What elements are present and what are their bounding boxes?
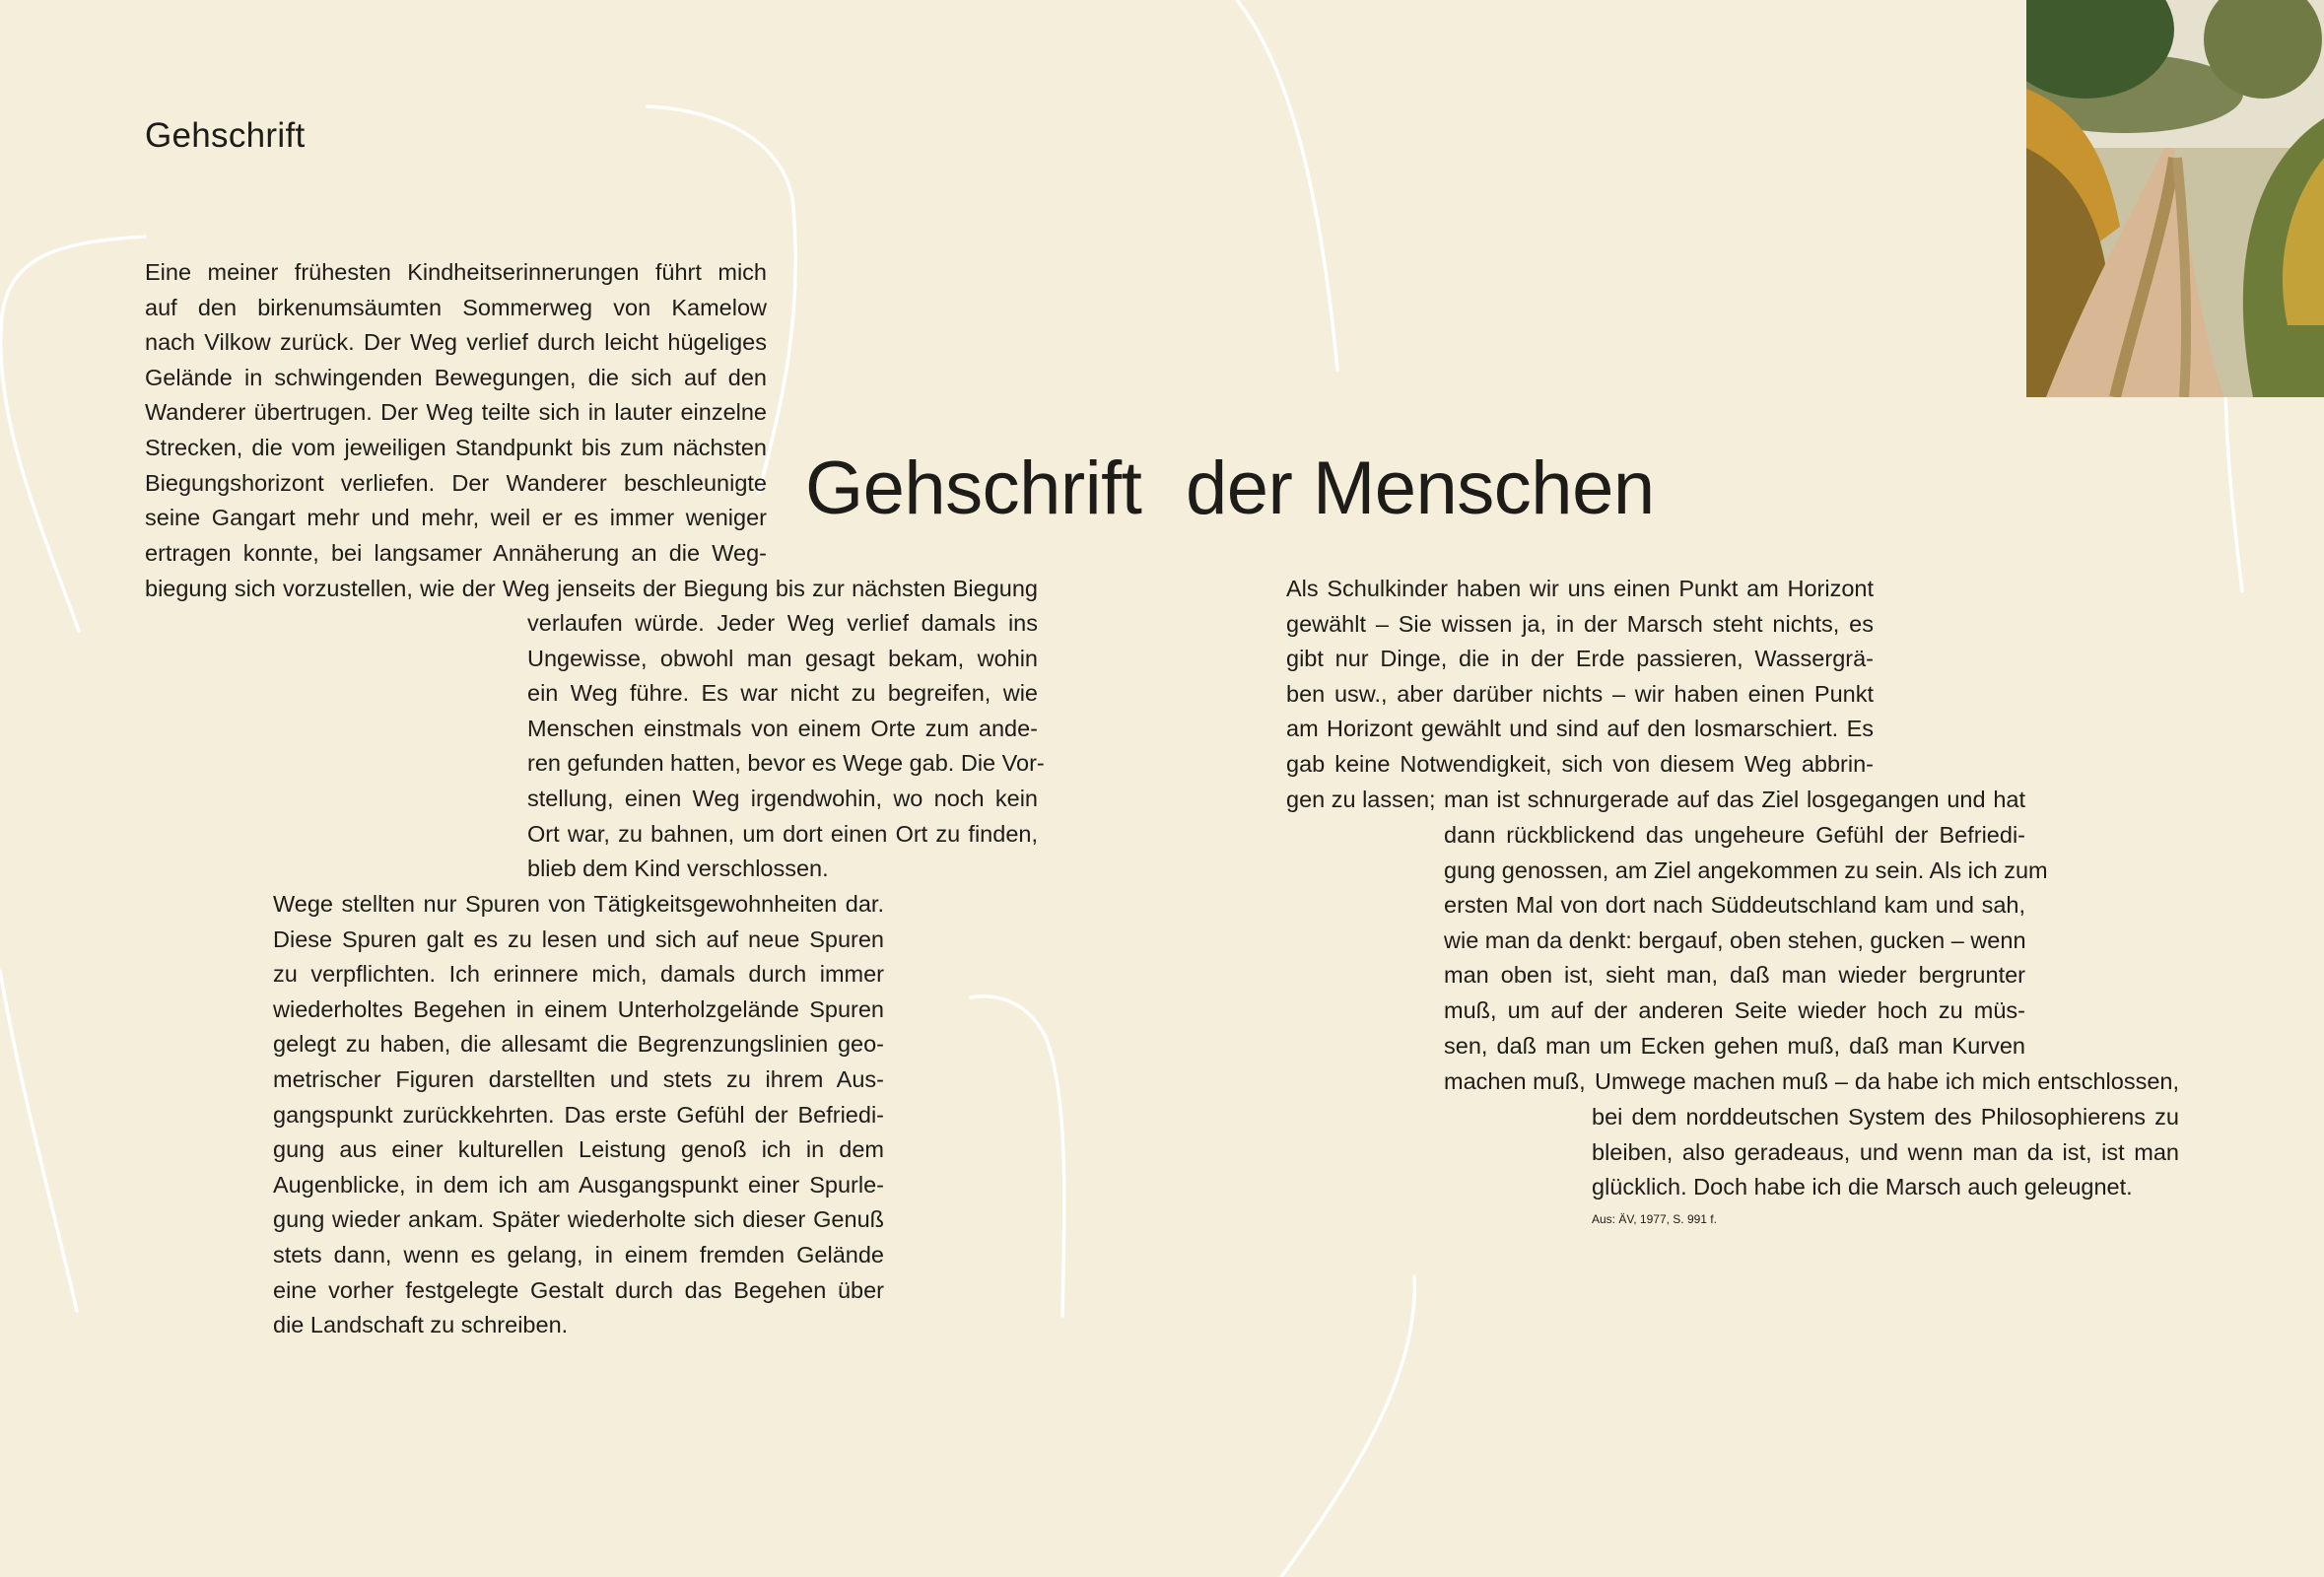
text-line: Wanderer übertrugen. Der Weg teilte sich in lauter einzelne	[145, 399, 767, 426]
right-paragraph-2	[1444, 818, 2048, 1063]
text-line: glücklich. Doch habe ich die Marsch auch geleugnet.	[1592, 1174, 2133, 1200]
text-line: gangspunkt zurückkehrten. Das erste Gefühl der Befriedi-	[273, 1101, 884, 1128]
left-paragraph-3	[273, 887, 884, 1343]
text-line: Menschen einstmals von einem Orte zum ande-	[527, 715, 1038, 741]
text-line: metrischer Figuren darstellten und stets zu ihrem Aus-	[273, 1065, 884, 1092]
text-line: gung wieder ankam. Später wiederholte sich dieser Genuß	[273, 1206, 884, 1233]
text-line: am Horizont gewählt und sind auf den losmarschiert. Es	[1286, 716, 1874, 742]
text-line: seine Gangart mehr und mehr, weil er es immer weniger	[145, 505, 767, 531]
text-line: man ist schnurgerade auf das Ziel losgegangen und hat	[1444, 787, 2025, 812]
text-line: Umwege machen muß – da habe ich mich entschlossen,	[1595, 1068, 2179, 1094]
right-bridge-1b	[1444, 783, 2025, 818]
left-paragraph-2	[527, 606, 1045, 887]
left-bridge-line	[145, 572, 1038, 607]
text-line: verlaufen würde. Jeder Weg verlief damals ins	[527, 610, 1038, 636]
text-line: bei dem norddeutschen System des Philosophierens zu	[1592, 1104, 2179, 1130]
text-line: Strecken, die vom jeweiligen Standpunkt bis zum nächsten	[145, 434, 767, 460]
text-line: Wege stellten nur Spuren von Tätigkeitsgewohnheiten dar.	[273, 891, 884, 917]
right-bridge-2b	[1595, 1064, 2179, 1100]
text-line: gung aus einer kulturellen Leistung genoß ich in dem	[273, 1136, 884, 1163]
text-line: ersten Mal von dort nach Süddeutschland kam und sah,	[1444, 892, 2025, 919]
text-line: nach Vilkow zurück. Der Weg verlief durch leicht hügeliges	[145, 329, 767, 356]
text-line: Diese Spuren galt es zu lesen und sich auf neue Spuren	[273, 926, 884, 952]
text-line: wie man da denkt: bergauf, oben stehen, gucken – wenn	[1444, 926, 2026, 953]
text-line: Ungewisse, obwohl man gesagt bekam, wohin	[527, 645, 1038, 671]
text-line: bleiben, also geradeaus, und wenn man da ist, ist man	[1592, 1138, 2179, 1165]
text-line: wiederholtes Begehen in einem Unterholzgelände Spuren	[273, 995, 884, 1022]
right-paragraph-3	[1592, 1100, 2179, 1205]
text-line: gibt nur Dinge, die in der Erde passieren, Wassergrä-	[1286, 646, 1874, 672]
text-line: gewählt – Sie wissen ja, in der Marsch steht nichts, es	[1286, 610, 1874, 637]
text-line: gelegt zu haben, die allesamt die Begrenzungslinien geo-	[273, 1031, 884, 1058]
text-line: ben usw., aber darüber nichts – wir haben einen Punkt	[1286, 680, 1874, 707]
text-line: gen zu lassen;	[1286, 787, 1436, 812]
text-line: biegung sich vorzustellen, wie der Weg jenseits der Biegung bis zur nächsten Biegung	[145, 576, 1038, 601]
text-line: man oben ist, sieht man, daß man wieder bergrunter	[1444, 962, 2025, 989]
text-line: gab keine Notwendigkeit, sich von diesem Weg abbrin-	[1286, 750, 1874, 777]
text-line: Als Schulkinder haben wir uns einen Punkt am Horizont	[1286, 576, 1874, 601]
text-line: Augenblicke, in dem ich am Ausgangspunkt einer Spurle-	[273, 1171, 884, 1198]
text-line: stellung, einen Weg irgendwohin, wo noch kein	[527, 785, 1038, 811]
text-line: ertragen konnte, bei langsamer Annäherung an die Weg-	[145, 539, 767, 566]
text-line: muß, um auf der anderen Seite wieder hoch zu müs-	[1444, 996, 2025, 1023]
right-bridge-2a	[1444, 1064, 1586, 1100]
text-line: ein Weg führe. Es war nicht zu begreifen, wie	[527, 680, 1038, 707]
text-line: zu verpflichten. Ich erinnere mich, damals durch immer	[273, 961, 884, 988]
text-line: Biegungshorizont verliefen. Der Wanderer beschleunigte	[145, 469, 767, 496]
text-line: Ort war, zu bahnen, um dort einen Ort zu finden,	[527, 820, 1038, 847]
title-right: der Menschen	[1186, 446, 1655, 530]
text-line: stets dann, wenn es gelang, in einem fremden Gelände	[273, 1241, 884, 1268]
text-line: Gelände in schwingenden Bewegungen, die sich auf den	[145, 364, 767, 390]
text-line: Eine meiner frühesten Kindheitserinnerungen führt mich	[145, 259, 767, 285]
text-line: blieb dem Kind verschlossen.	[527, 856, 829, 882]
running-head: Gehschrift	[145, 116, 306, 155]
right-bridge-1a	[1286, 783, 1436, 818]
text-line: dann rückblickend das ungeheure Gefühl der Befriedi-	[1444, 822, 2025, 848]
text-line: sen, daß man um Ecken gehen muß, daß man Kurven	[1444, 1032, 2025, 1059]
text-line: gung genossen, am Ziel angekommen zu sein. Als ich zum	[1444, 857, 2048, 883]
text-line: machen muß,	[1444, 1068, 1586, 1094]
title-left: Gehschrift	[805, 446, 1142, 530]
source-citation: Aus: ÄV, 1977, S. 991 f.	[1592, 1212, 1717, 1226]
text-line: ren gefunden hatten, bevor es Wege gab. Die Vor-	[527, 750, 1045, 777]
text-line: eine vorher festgelegte Gestalt durch das Begehen über	[273, 1276, 884, 1303]
text-line: auf den birkenumsäumten Sommerweg von Kamelow	[145, 294, 767, 320]
right-paragraph-1	[1286, 572, 1874, 783]
left-paragraph-1	[145, 255, 767, 571]
text-line: die Landschaft zu schreiben.	[273, 1312, 569, 1338]
landscape-photo	[2026, 0, 2324, 397]
